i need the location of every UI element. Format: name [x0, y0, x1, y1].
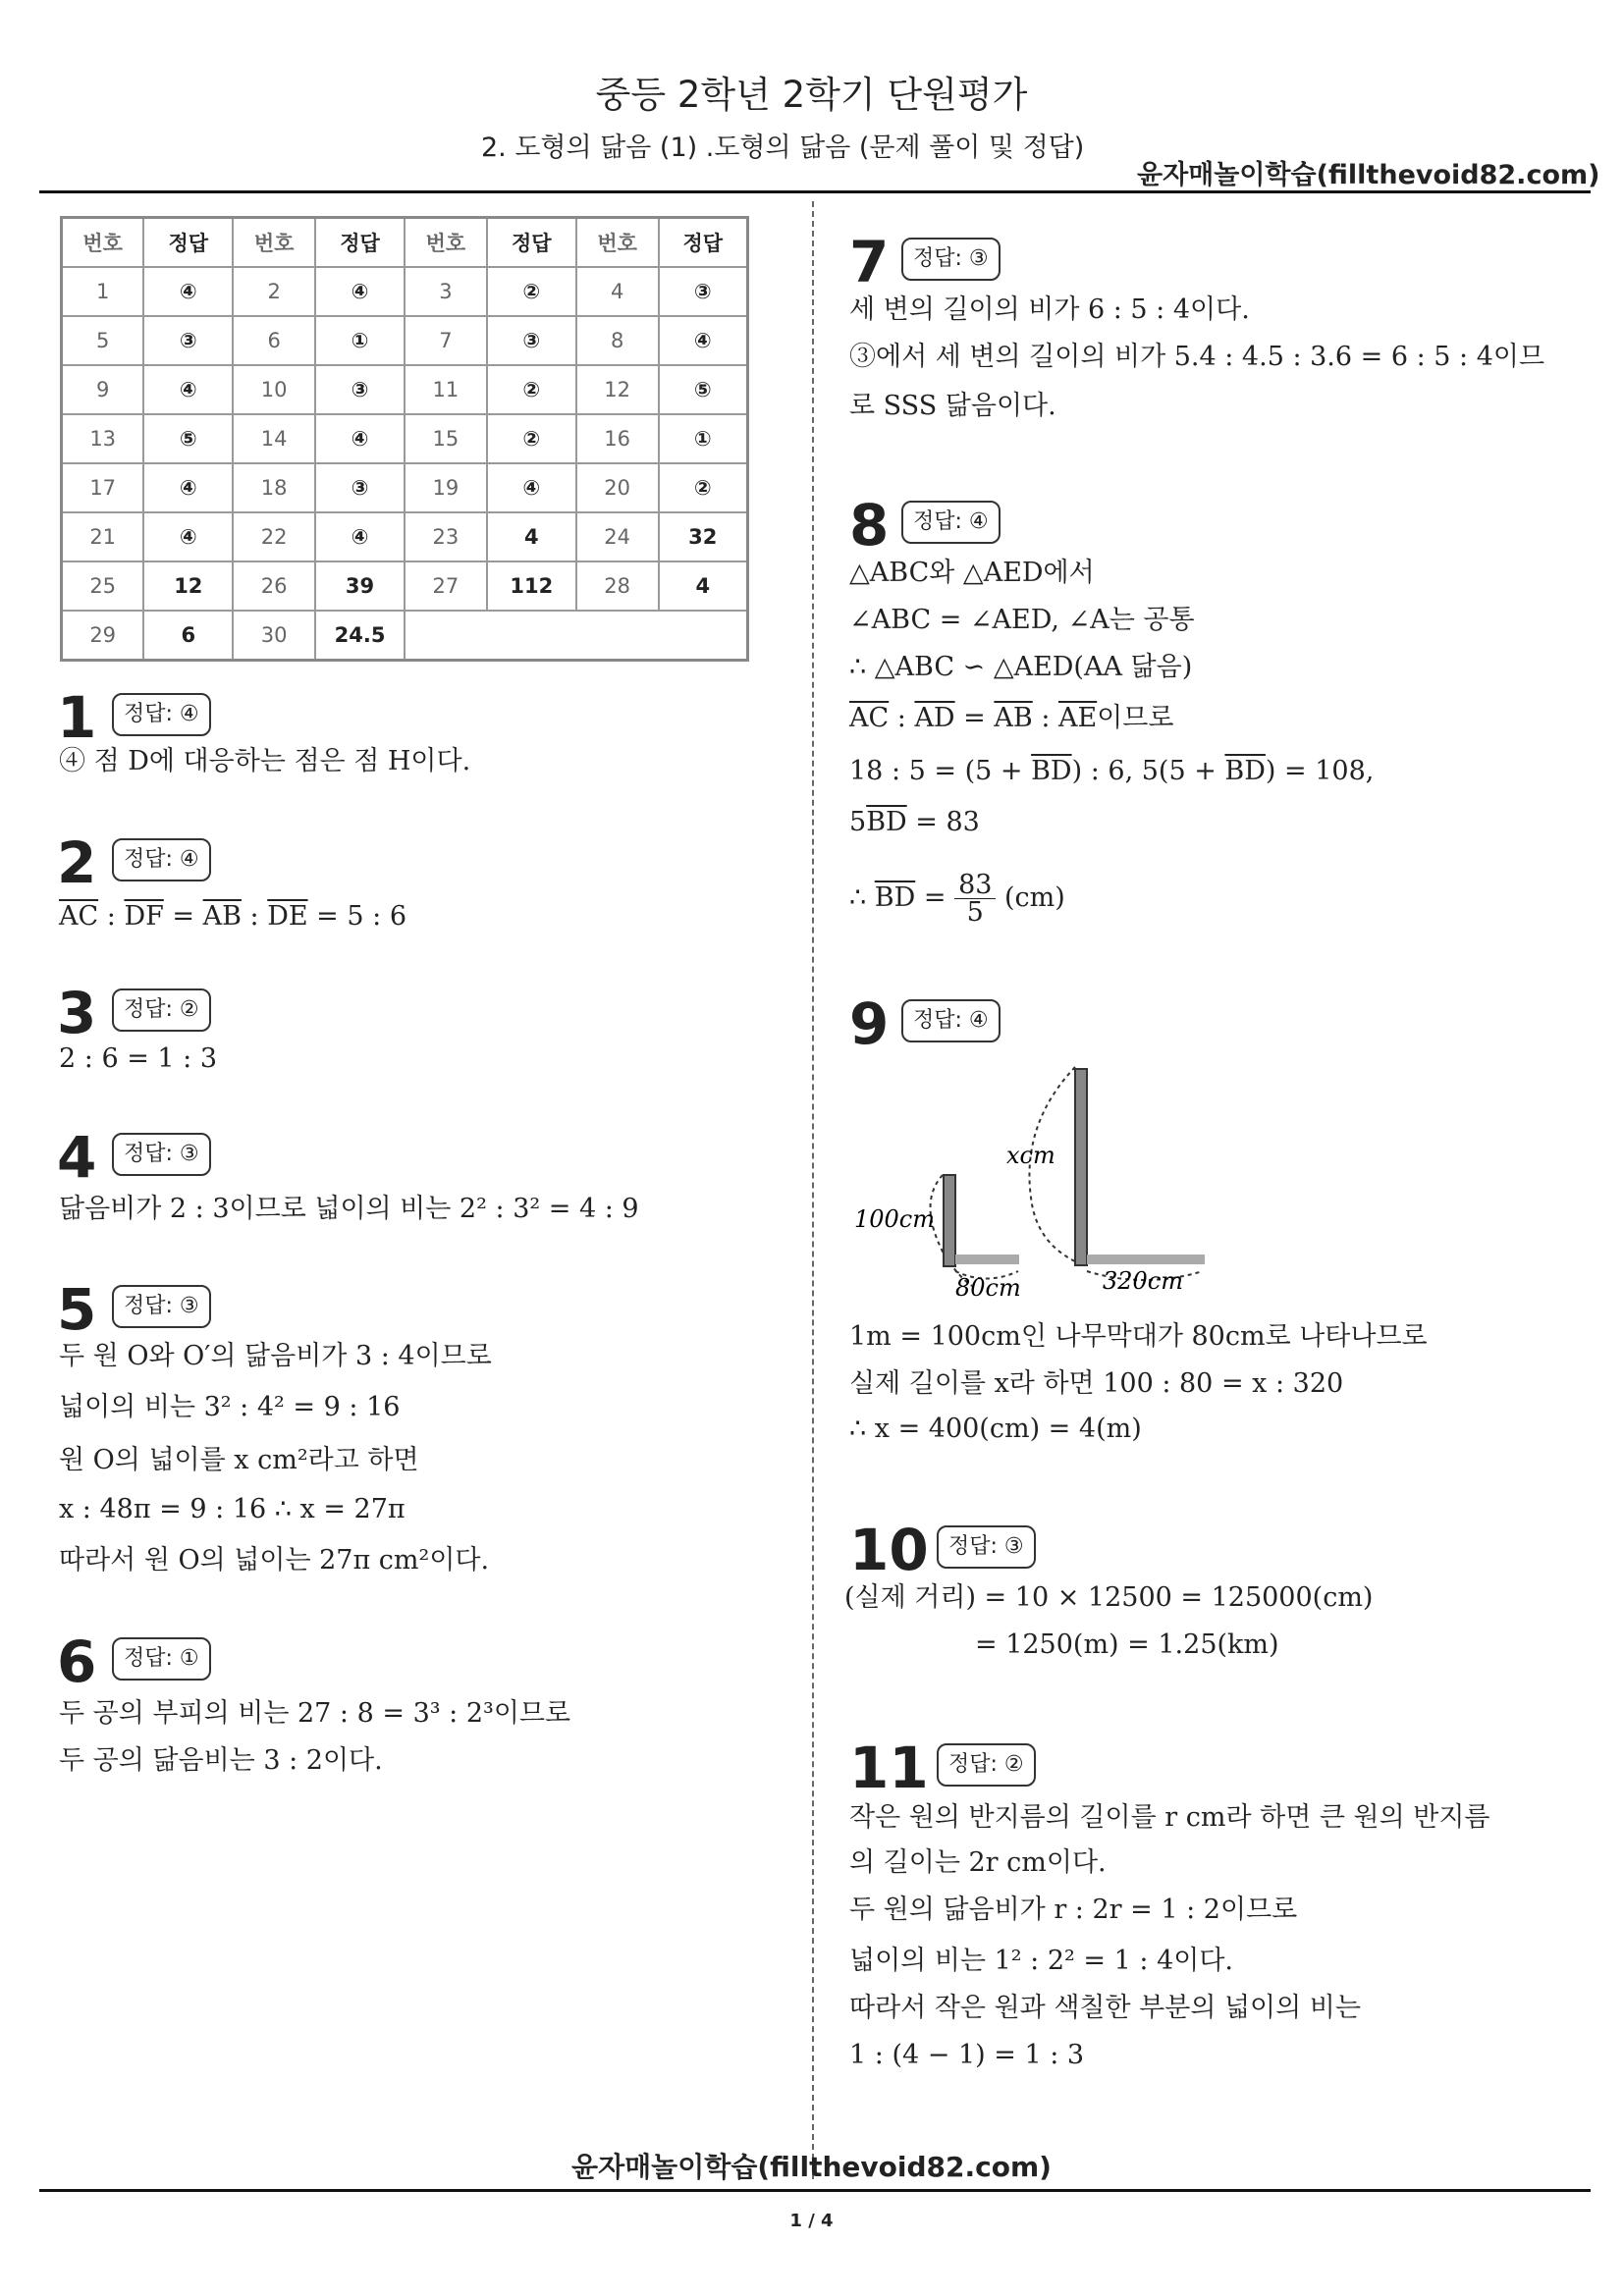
table-cell: 24 — [576, 512, 659, 561]
table-row — [62, 561, 748, 611]
solution-line: 두 원 O와 O′의 닮음비가 3 : 4이므로 — [59, 1341, 492, 1371]
table-cell: 8 — [576, 316, 659, 365]
solution-line: ∴ $\overline{BD}$ = $\frac{83}{5}$ (cm) — [849, 870, 1065, 928]
table-cell: 4 — [659, 561, 748, 611]
solution-line: ③에서 세 변의 길이의 비가 5.4 : 4.5 : 3.6 = 6 : 5 : 4이므 — [849, 342, 1545, 372]
solution-line: 따라서 작은 원과 색칠한 부분의 넓이의 비는 — [849, 1993, 1361, 2023]
table-cell: 112 — [487, 561, 576, 611]
table-cell: ④ — [143, 463, 233, 512]
question-number: 4 — [57, 1124, 97, 1191]
table-cell: 6 — [143, 611, 233, 661]
table-cell: ② — [487, 267, 576, 316]
table-cell: 18 — [233, 463, 315, 512]
table-header-cell: 번호 — [62, 218, 144, 268]
table-cell: 29 — [62, 611, 144, 661]
solution-line: ∴ x = 400(cm) = 4(m) — [849, 1414, 1142, 1444]
table-cell: ④ — [143, 512, 233, 561]
answer-badge: 정답: ① — [112, 1637, 211, 1681]
table-cell: 4 — [576, 267, 659, 316]
header-rule — [39, 190, 1591, 193]
solution-line: x : 48π = 9 : 16 ∴ x = 27π — [59, 1494, 406, 1524]
footer-rule — [39, 2189, 1591, 2192]
small-height-label: 100cm — [854, 1205, 936, 1233]
big-shadow — [1087, 1255, 1205, 1264]
solution-line: 두 원의 닮음비가 r : 2r = 1 : 2이므로 — [849, 1895, 1298, 1925]
solution-line: 1 : (4 − 1) = 1 : 3 — [849, 2040, 1085, 2070]
table-cell: 1 — [62, 267, 144, 316]
table-cell: ③ — [487, 316, 576, 365]
table-row — [62, 365, 748, 414]
table-cell: ⑤ — [143, 414, 233, 463]
table-cell: ② — [487, 365, 576, 414]
table-cell: 20 — [576, 463, 659, 512]
answer-badge: 정답: ③ — [901, 238, 1001, 281]
table-row — [62, 611, 748, 661]
solution-line: 닮음비가 2 : 3이므로 넓이의 비는 2² : 3² = 4 : 9 — [59, 1194, 639, 1224]
table-cell: 16 — [576, 414, 659, 463]
solution-line: = 1250(m) = 1.25(km) — [975, 1629, 1279, 1660]
answer-badge: 정답: ④ — [112, 693, 211, 736]
table-row — [62, 463, 748, 512]
question-number: 2 — [57, 829, 97, 896]
table-cell: ③ — [315, 463, 405, 512]
table-cell: 15 — [405, 414, 487, 463]
question-number: 9 — [849, 990, 890, 1057]
page-number: 1 / 4 — [789, 2211, 834, 2231]
solution-line: 실제 길이를 x라 하면 100 : 80 = x : 320 — [849, 1368, 1344, 1399]
table-cell: 7 — [405, 316, 487, 365]
table-header-cell: 정답 — [315, 218, 405, 268]
question-number: 11 — [849, 1735, 929, 1801]
solution-line: 작은 원의 반지름의 길이를 r cm라 하면 큰 원의 반지름 — [849, 1802, 1490, 1833]
question-number: 7 — [849, 229, 890, 295]
small-stick — [944, 1175, 955, 1266]
table-header-cell: 번호 — [405, 218, 487, 268]
table-cell: 26 — [233, 561, 315, 611]
solution-line: 두 공의 부피의 비는 27 : 8 = 3³ : 2³이므로 — [59, 1698, 571, 1729]
answer-badge: 정답: ③ — [112, 1133, 211, 1176]
table-cell: 13 — [62, 414, 144, 463]
table-row — [62, 512, 748, 561]
big-shadow-label: 320cm — [1103, 1267, 1184, 1295]
solution-line: ∴ △ABC ∽ △AED(AA 닮음) — [849, 652, 1193, 682]
question-number: 8 — [849, 492, 890, 559]
table-cell: 28 — [576, 561, 659, 611]
table-cell: 12 — [143, 561, 233, 611]
table-header-cell: 번호 — [233, 218, 315, 268]
page-title: 중등 2학년 2학기 단원평가 — [595, 74, 1028, 116]
table-cell: 9 — [62, 365, 144, 414]
table-cell: 14 — [233, 414, 315, 463]
table-cell: 2 — [233, 267, 315, 316]
table-cell: ④ — [143, 365, 233, 414]
table-cell: 22 — [233, 512, 315, 561]
solution-line: $5\overline{BD} = 83$ — [849, 807, 980, 837]
page-subtitle: 2. 도형의 닮음 (1) .도형의 닮음 (문제 풀이 및 정답) — [481, 133, 1085, 163]
column-divider — [812, 201, 814, 2179]
table-cell: 27 — [405, 561, 487, 611]
solution-line: 2 : 6 = 1 : 3 — [59, 1043, 218, 1074]
table-header-row — [62, 218, 748, 268]
question-number: 6 — [57, 1629, 97, 1695]
shadow-figure — [849, 1065, 1242, 1301]
solution-line: 넓이의 비는 1² : 2² = 1 : 4이다. — [849, 1946, 1233, 1976]
solution-line: ④ 점 D에 대응하는 점은 점 H이다. — [59, 746, 471, 776]
solution-line: 세 변의 길이의 비가 6 : 5 : 4이다. — [849, 294, 1250, 325]
answer-badge: 정답: ④ — [901, 501, 1001, 544]
table-cell: ② — [487, 414, 576, 463]
table-cell: 24.5 — [315, 611, 405, 661]
answer-badge: 정답: ④ — [112, 838, 211, 881]
question-number: 5 — [57, 1276, 97, 1343]
table-cell: 11 — [405, 365, 487, 414]
solution-line: 따라서 원 O의 넓이는 27π cm²이다. — [59, 1545, 490, 1575]
table-cell: 17 — [62, 463, 144, 512]
table-cell: 6 — [233, 316, 315, 365]
table-row — [62, 316, 748, 365]
table-cell: 5 — [62, 316, 144, 365]
small-shadow-label: 80cm — [955, 1274, 1021, 1301]
table-cell: 21 — [62, 512, 144, 561]
table-cell: ③ — [659, 267, 748, 316]
footer-site-label: 윤자매놀이학습(fillthevoid82.com) — [571, 2151, 1052, 2183]
solution-line: 의 길이는 2r cm이다. — [849, 1847, 1107, 1878]
table-cell: ④ — [315, 414, 405, 463]
table-cell: 25 — [62, 561, 144, 611]
answer-badge: 정답: ③ — [937, 1525, 1036, 1569]
table-cell: ① — [659, 414, 748, 463]
solution-line: 18 : $5 = (5 + \overline{BD})$ : 6, $5(5 + \overline{BD}) = 108$, — [849, 756, 1375, 786]
solution-line: (실제 거리) = 10 × 12500 = 125000(cm) — [844, 1582, 1374, 1613]
table-cell: ④ — [659, 316, 748, 365]
table-cell: ④ — [315, 512, 405, 561]
table-cell: ③ — [143, 316, 233, 365]
table-row — [62, 414, 748, 463]
table-cell: 23 — [405, 512, 487, 561]
solution-line: 두 공의 닮음비는 3 : 2이다. — [59, 1745, 383, 1776]
answer-badge: 정답: ② — [937, 1743, 1036, 1787]
solution-line: △ABC와 △AED에서 — [849, 558, 1095, 588]
table-cell: 10 — [233, 365, 315, 414]
table-empty-cell — [405, 611, 748, 661]
table-cell: 12 — [576, 365, 659, 414]
solution-line: 로 SSS 닮음이다. — [849, 391, 1056, 421]
table-cell: ⑤ — [659, 365, 748, 414]
solution-line: 원 O의 넓이를 x cm²라고 하면 — [59, 1445, 419, 1475]
table-cell: ② — [659, 463, 748, 512]
table-row — [62, 267, 748, 316]
question-number: 10 — [849, 1517, 929, 1583]
table-cell: ④ — [143, 267, 233, 316]
table-cell: ④ — [315, 267, 405, 316]
big-height-label: xcm — [1006, 1142, 1055, 1169]
table-cell: 32 — [659, 512, 748, 561]
table-cell: ③ — [315, 365, 405, 414]
solution-line: $\overline{AC}$ : $\overline{AD} = \overline{AB}$ : $\overline{AE}$이므로 — [849, 703, 1174, 733]
table-header-cell: 정답 — [143, 218, 233, 268]
solution-line: ∠ABC = ∠AED, ∠A는 공통 — [849, 605, 1195, 635]
table-cell: 3 — [405, 267, 487, 316]
question-number: 3 — [57, 980, 97, 1046]
table-header-cell: 정답 — [487, 218, 576, 268]
table-cell: 19 — [405, 463, 487, 512]
site-label: 윤자매놀이학습(fillthevoid82.com) — [1137, 160, 1600, 190]
table-header-cell: 정답 — [659, 218, 748, 268]
table-cell: ④ — [487, 463, 576, 512]
question-number: 1 — [57, 684, 97, 751]
table-cell: 4 — [487, 512, 576, 561]
solution-line: 넓이의 비는 3² : 4² = 9 : 16 — [59, 1392, 401, 1422]
answer-badge: 정답: ② — [112, 988, 211, 1032]
solution-line: 1m = 100cm인 나무막대가 80cm로 나타나므로 — [849, 1321, 1428, 1352]
answer-badge: 정답: ③ — [112, 1285, 211, 1328]
table-cell: 39 — [315, 561, 405, 611]
solution-line: $\overline{AC}$ : $\overline{DF} = \overline{AB}$ : $\overline{DE} = 5$ : 6 — [59, 901, 406, 932]
table-header-cell: 번호 — [576, 218, 659, 268]
big-stick — [1075, 1069, 1087, 1265]
table-cell: 30 — [233, 611, 315, 661]
answer-badge: 정답: ④ — [901, 999, 1001, 1042]
table-cell: ① — [315, 316, 405, 365]
small-shadow — [955, 1255, 1019, 1264]
answer-table — [60, 216, 749, 662]
